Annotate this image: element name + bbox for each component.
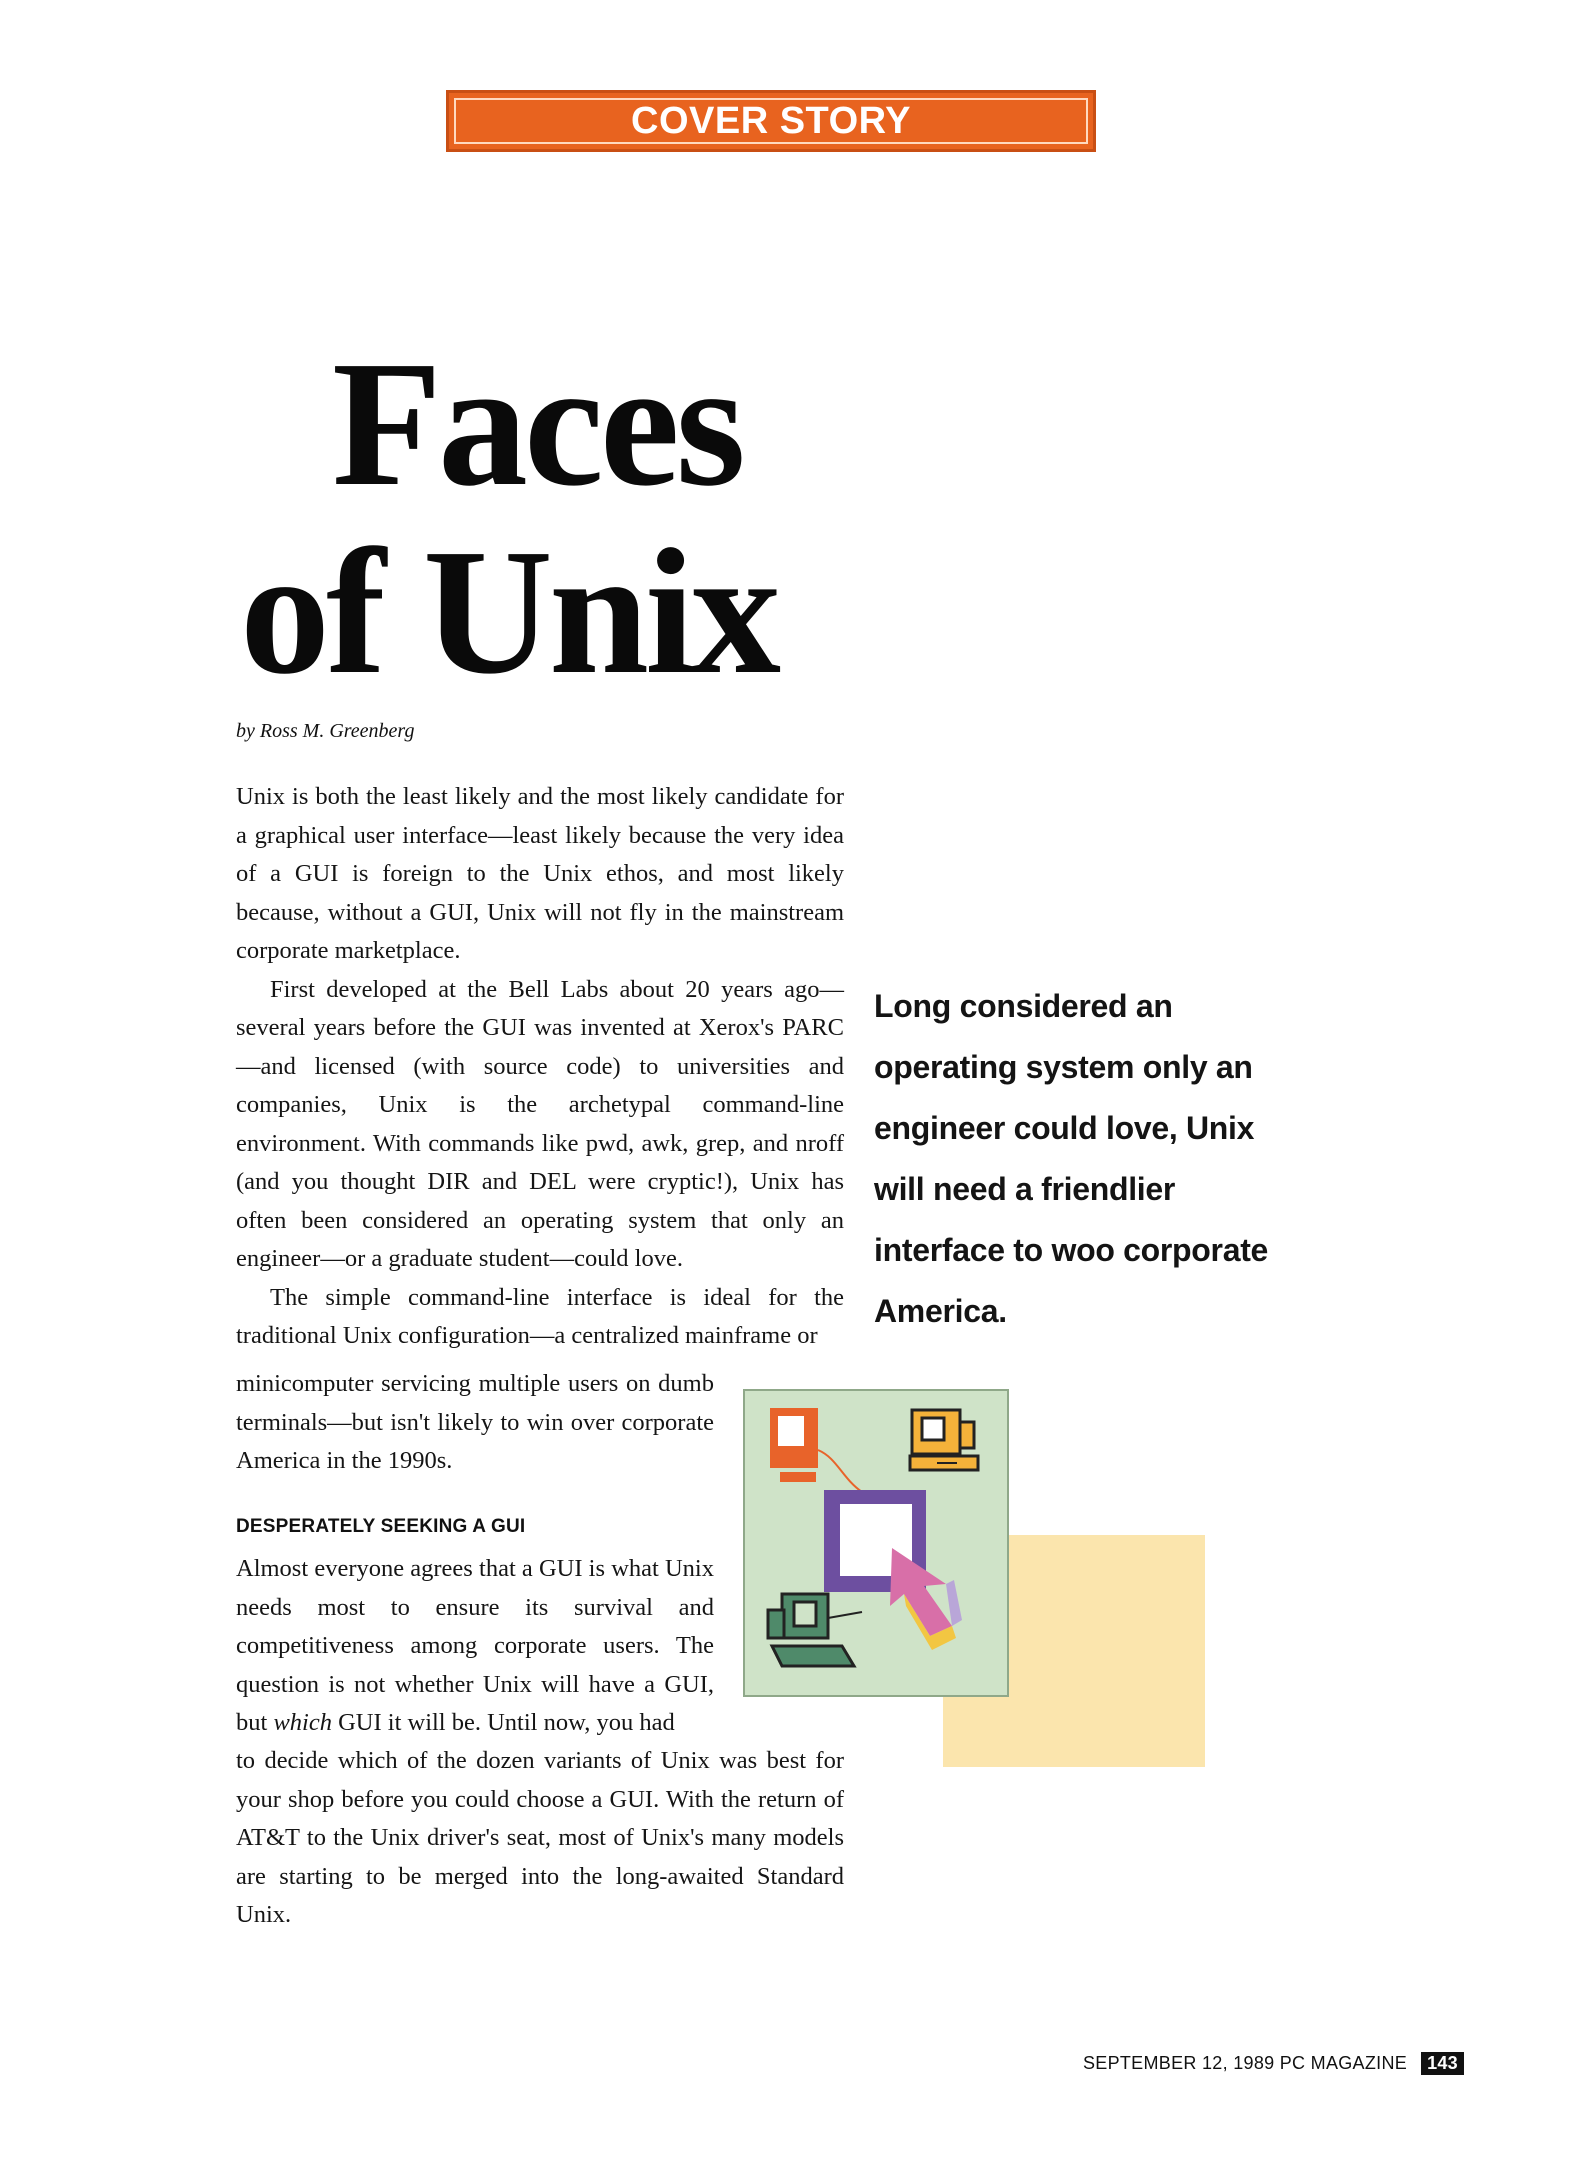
paragraph-1: Unix is both the least likely and the most likely candidate for a graphical user interface—least likely because the very idea of a GUI is foreign to the Unix ethos, and most likely because, without a GUI, Unix will not fly in the mainstream corporate marketplace. xyxy=(236,783,844,964)
section-subhead: DESPERATELY SEEKING A GUI xyxy=(236,1516,526,1537)
pull-quote: Long considered an operating system only an engineer could love, Unix will need a friendlier interface to woo corporate America. xyxy=(874,988,1269,1329)
article-body-wrap xyxy=(236,1550,714,1743)
paragraph-4-start xyxy=(236,1550,714,1743)
paragraph-4-text: Almost everyone agrees that a GUI is what Unix needs most to ensure its survival and competitiveness among corporate users. The question is not whether Unix will have a GUI, but xyxy=(236,1555,714,1736)
article-title xyxy=(240,324,940,711)
footer-issue-text: SEPTEMBER 12, 1989 PC MAGAZINE xyxy=(1082,2053,1408,2073)
paragraph-4-continued: GUI it will be. Until now, you had xyxy=(338,1709,675,1736)
article-body-bottom xyxy=(236,1742,844,1935)
page-footer xyxy=(1083,2052,1464,2075)
paragraph-2: First developed at the Bell Labs about 20 years ago—several years before the GUI was invented at Xerox's PARC—and licensed (with source code) to universities and companies, Unix is the archetypal command-line environment. With commands like pwd, awk, grep, and nroff (and you thought DIR and DEL were cryptic!), Unix has often been considered an operating system that only an engineer—or a graduate student—could love. xyxy=(236,975,844,1272)
paragraph-4-end: to decide which of the dozen variants of Unix was best for your shop before you could choose a GUI. With the return of AT&T to the Unix driver's seat, most of Unix's many models are starting to be merged into the long-awaited Standard Unix. xyxy=(236,1747,844,1928)
byline: by Ross M. Greenberg xyxy=(236,720,415,742)
page-number: 143 xyxy=(1421,2052,1464,2075)
banner-label: COVER STORY xyxy=(631,99,911,142)
cover-story-banner xyxy=(446,90,1096,152)
article-body-top xyxy=(236,778,844,1356)
title-line-2: of Unix xyxy=(240,512,778,711)
article-body-narrow xyxy=(236,1365,714,1481)
paragraph-3-start: The simple command-line interface is ideal for the traditional Unix configuration—a centralized mainframe or xyxy=(236,1283,844,1349)
title-line-1: Faces xyxy=(332,324,742,523)
paragraph-4-emphasis: which xyxy=(273,1709,332,1736)
computer-network-illustration xyxy=(742,1388,1010,1698)
paragraph-3-end: minicomputer servicing multiple users on dumb terminals—but isn't likely to win over corporate America in the 1990s. xyxy=(236,1370,714,1474)
